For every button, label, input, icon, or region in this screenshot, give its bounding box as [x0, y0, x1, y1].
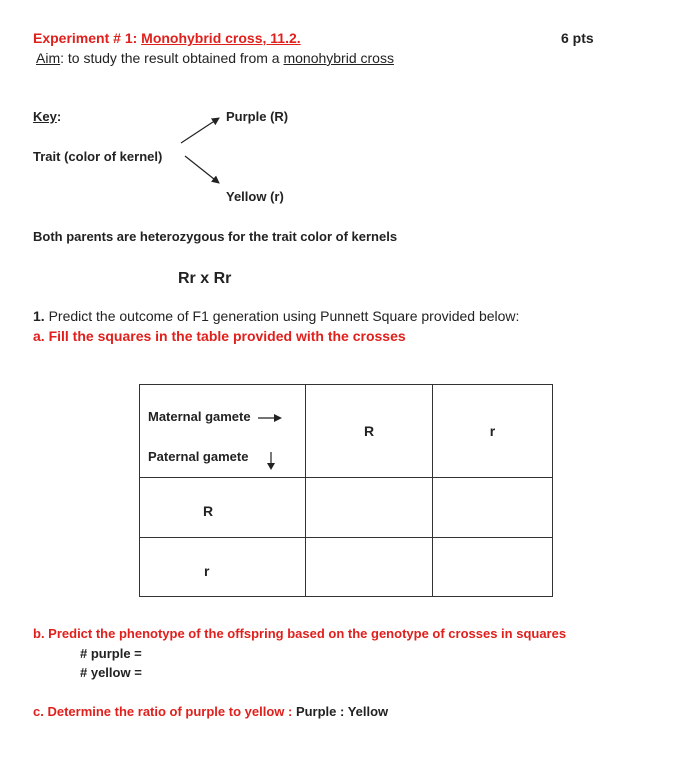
punnett-header-cell	[140, 385, 306, 478]
points-label: 6 pts	[561, 30, 594, 46]
key-label-colon: :	[56, 109, 62, 124]
experiment-heading	[33, 30, 301, 46]
aim-label: Aim	[36, 50, 61, 66]
paternal-gamete-label	[148, 449, 248, 464]
maternal-allele-2: r	[489, 423, 496, 439]
key-label	[33, 109, 61, 124]
purple-count: # purple =	[80, 646, 142, 661]
aim-text: : to study the result obtained from a	[60, 50, 284, 66]
yellow-count: # yellow =	[80, 665, 142, 680]
cross-cell-1-1[interactable]	[306, 478, 433, 538]
key-arrows-icon	[178, 110, 224, 190]
arrow-down-small-icon	[266, 451, 276, 471]
question-1-text: Predict the outcome of F1 generation using Punnett Square provided below:	[44, 308, 520, 324]
maternal-gamete-label	[148, 409, 283, 424]
experiment-title: Experiment # 1:	[33, 30, 142, 46]
cross-cell-1-2[interactable]	[433, 478, 553, 538]
maternal-allele-cell	[433, 385, 553, 478]
key-purple: Purple (R)	[226, 109, 289, 124]
aim-line	[36, 50, 394, 66]
maternal-allele-1: R	[363, 423, 375, 439]
paternal-allele-cell	[140, 538, 306, 597]
paternal-allele-cell	[140, 478, 306, 538]
arrow-up-icon	[181, 118, 219, 143]
question-1	[33, 308, 519, 324]
part-c-line	[33, 704, 388, 719]
part-b-instruction: b. Predict the phenotype of the offspring based on the genotype of crosses in squares	[33, 626, 567, 641]
cross-cell-2-1[interactable]	[306, 538, 433, 597]
cross-cell-2-2[interactable]	[433, 538, 553, 597]
arrow-down-icon	[185, 156, 219, 183]
paternal-gamete-text: Paternal gamete	[148, 449, 249, 464]
parents-statement: Both parents are heterozygous for the trait color of kernels	[33, 229, 398, 244]
paternal-allele-1: R	[203, 503, 214, 519]
aim-link: monohybrid cross	[283, 50, 394, 66]
experiment-topic: Monohybrid cross, 11.2.	[141, 30, 301, 46]
key-label-text: Key	[33, 109, 57, 124]
arrow-right-icon	[257, 413, 283, 423]
cross-notation: Rr x Rr	[178, 270, 232, 287]
maternal-gamete-text: Maternal gamete	[148, 409, 251, 424]
maternal-allele-cell	[306, 385, 433, 478]
key-trait: Trait (color of kernel)	[33, 149, 163, 164]
part-c-instruction: c. Determine the ratio of purple to yellow :	[33, 704, 296, 719]
punnett-square	[139, 384, 553, 597]
question-1-number: 1.	[33, 308, 45, 324]
part-c-ratio: Purple : Yellow	[295, 704, 389, 719]
paternal-allele-2: r	[204, 563, 210, 579]
part-a-instruction: a. Fill the squares in the table provided with the crosses	[33, 328, 406, 344]
key-yellow: Yellow (r)	[226, 189, 284, 204]
